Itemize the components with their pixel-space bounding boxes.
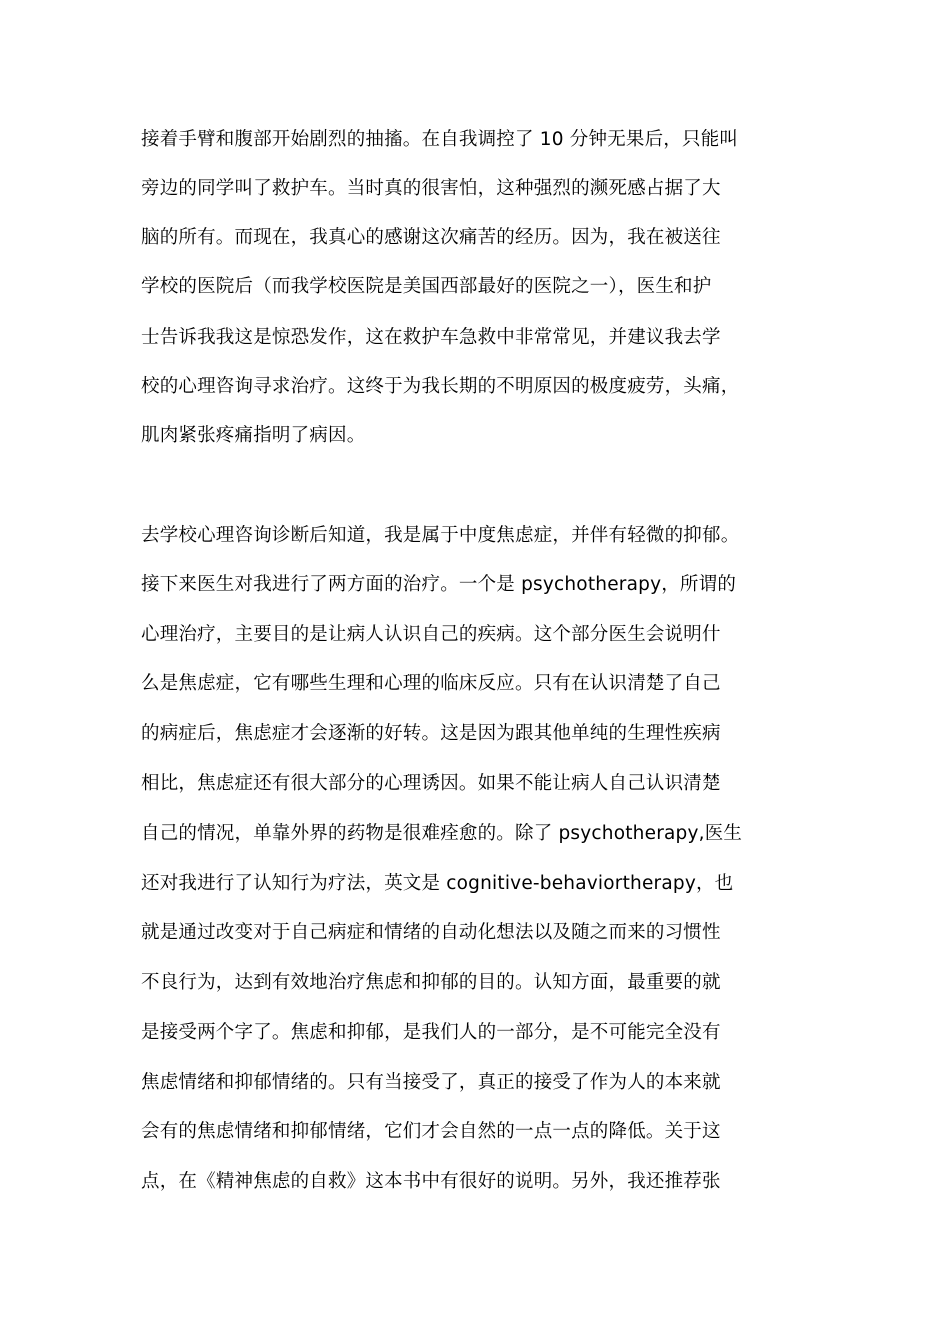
text-line: 焦虑情绪和抑郁情绪的。只有当接受了，真正的接受了作为人的本来就: [141, 1072, 721, 1093]
text-line: 肌肉紧张疼痛指明了病因。: [141, 425, 366, 446]
text-line: 心理治疗，主要目的是让病人认识自己的疾病。这个部分医生会说明什: [141, 624, 721, 645]
text-line: 不良行为，达到有效地治疗焦虑和抑郁的目的。认知方面，最重要的就: [141, 972, 721, 993]
text-line: 校的心理咨询寻求治疗。这终于为我长期的不明原因的极度疲劳，头痛，: [141, 376, 740, 397]
text-line: 是接受两个字了。焦虑和抑郁，是我们人的一部分，是不可能完全没有: [141, 1022, 721, 1043]
text-line: 脑的所有。而现在，我真心的感谢这次痛苦的经历。因为，我在被送往: [141, 227, 721, 248]
text-line: 会有的焦虑情绪和抑郁情绪，它们才会自然的一点一点的降低。关于这: [141, 1121, 721, 1142]
text-line: 学校的医院后（而我学校医院是美国西部最好的医院之一），医生和护: [141, 276, 712, 297]
text-line: 士告诉我我这是惊恐发作，这在救护车急救中非常常见，并建议我去学: [141, 327, 721, 348]
text-line: 就是通过改变对于自己病症和情绪的自动化想法以及随之而来的习惯性: [141, 922, 721, 943]
text-line: 自己的情况，单靠外界的药物是很难痊愈的。除了 psychotherapy,医生: [141, 823, 743, 844]
text-line: 接下来医生对我进行了两方面的治疗。一个是 psychotherapy，所谓的: [141, 574, 737, 595]
text-line: 相比，焦虑症还有很大部分的心理诱因。如果不能让病人自己认识清楚: [141, 773, 721, 794]
text-line: 还对我进行了认知行为疗法，英文是 cognitive-behaviortherapy，也: [141, 873, 734, 894]
text-line: 接着手臂和腹部开始剧烈的抽搐。在自我调控了 10 分钟无果后，只能叫: [141, 129, 739, 150]
text-line: 的病症后，焦虑症才会逐渐的好转。这是因为跟其他单纯的生理性疾病: [141, 723, 721, 744]
text-line: 去学校心理咨询诊断后知道，我是属于中度焦虑症，并伴有轻微的抑郁。: [141, 525, 740, 546]
text-line: 么是焦虑症，它有哪些生理和心理的临床反应。只有在认识清楚了自己: [141, 673, 721, 694]
text-line: 旁边的同学叫了救护车。当时真的很害怕，这种强烈的濒死感占据了大: [141, 178, 721, 199]
text-line: 点，在《精神焦虑的自救》这本书中有很好的说明。另外，我还推荐张: [141, 1171, 721, 1192]
